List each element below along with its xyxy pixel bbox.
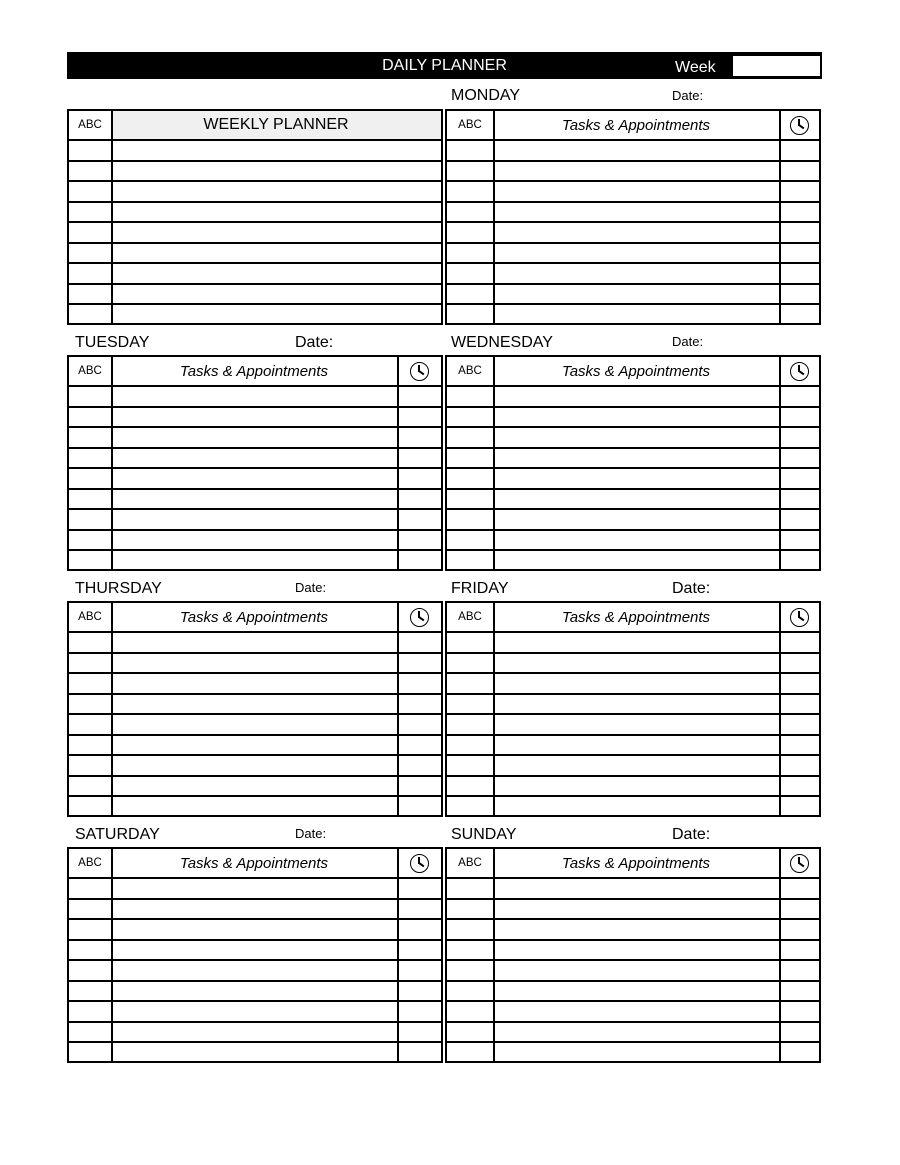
entry-row[interactable] bbox=[447, 490, 819, 511]
column-divider bbox=[397, 603, 399, 815]
weekly-header-row bbox=[69, 111, 441, 141]
column-divider bbox=[111, 357, 113, 569]
time-header bbox=[397, 849, 441, 877]
time-header bbox=[779, 111, 819, 139]
entry-row[interactable] bbox=[69, 162, 441, 183]
weekly-planner-header: WEEKLY PLANNER bbox=[111, 111, 441, 139]
day-label-monday: MONDAY bbox=[451, 87, 521, 104]
entry-row[interactable] bbox=[69, 736, 441, 757]
entry-row[interactable] bbox=[447, 797, 819, 818]
entry-row[interactable] bbox=[69, 264, 441, 285]
abc-header: ABC bbox=[78, 119, 102, 131]
entry-row[interactable] bbox=[447, 244, 819, 265]
abc-header: ABC bbox=[78, 611, 102, 623]
entry-row[interactable] bbox=[447, 264, 819, 285]
entry-row[interactable] bbox=[69, 715, 441, 736]
entry-row[interactable] bbox=[69, 797, 441, 818]
entry-row[interactable] bbox=[447, 285, 819, 306]
entry-row[interactable] bbox=[447, 428, 819, 449]
entry-row[interactable] bbox=[69, 674, 441, 695]
entry-row[interactable] bbox=[447, 387, 819, 408]
column-divider bbox=[111, 111, 113, 323]
abc-header: ABC bbox=[78, 365, 102, 377]
monday-header-row bbox=[447, 111, 819, 141]
day-label-wednesday: WEDNESDAY bbox=[451, 334, 553, 351]
entry-row[interactable] bbox=[69, 285, 441, 306]
abc-header: ABC bbox=[78, 857, 102, 869]
page-title: DAILY PLANNER bbox=[382, 57, 507, 74]
entry-row[interactable] bbox=[447, 449, 819, 470]
column-divider bbox=[779, 111, 781, 323]
entry-row[interactable] bbox=[447, 695, 819, 716]
day-label-saturday: SATURDAY bbox=[75, 826, 160, 843]
clock-icon bbox=[790, 854, 809, 873]
entry-row[interactable] bbox=[69, 900, 441, 921]
entry-row[interactable] bbox=[69, 428, 441, 449]
entry-row[interactable] bbox=[447, 162, 819, 183]
entry-row[interactable] bbox=[447, 203, 819, 224]
entry-row[interactable] bbox=[69, 244, 441, 265]
entry-row[interactable] bbox=[69, 1043, 441, 1064]
date-label-saturday: Date: bbox=[295, 826, 327, 841]
column-divider bbox=[493, 603, 495, 815]
entry-row[interactable] bbox=[447, 1002, 819, 1023]
day-label-friday: FRIDAY bbox=[451, 580, 509, 597]
date-label-wednesday: Date: bbox=[672, 334, 704, 349]
column-divider bbox=[111, 849, 113, 1061]
entry-row[interactable] bbox=[69, 182, 441, 203]
time-header bbox=[779, 849, 819, 877]
abc-header: ABC bbox=[458, 857, 482, 869]
entry-row[interactable] bbox=[69, 777, 441, 798]
entry-row[interactable] bbox=[69, 920, 441, 941]
column-divider bbox=[493, 849, 495, 1061]
entry-row[interactable] bbox=[69, 510, 441, 531]
entry-row[interactable] bbox=[69, 982, 441, 1003]
entry-row[interactable] bbox=[69, 961, 441, 982]
date-label-monday: Date: bbox=[672, 88, 704, 103]
tasks-header: Tasks & Appointments bbox=[179, 854, 329, 872]
column-divider bbox=[779, 849, 781, 1061]
time-header bbox=[397, 357, 441, 385]
entry-row[interactable] bbox=[447, 674, 819, 695]
entry-row[interactable] bbox=[69, 1023, 441, 1044]
column-divider bbox=[779, 357, 781, 569]
entry-row[interactable] bbox=[447, 469, 819, 490]
thursday-grid bbox=[67, 601, 443, 817]
column-divider bbox=[493, 357, 495, 569]
friday-grid bbox=[445, 601, 821, 817]
entry-row[interactable] bbox=[447, 715, 819, 736]
date-label-friday: Date: bbox=[672, 580, 711, 597]
entry-row[interactable] bbox=[69, 756, 441, 777]
entry-row[interactable] bbox=[447, 182, 819, 203]
sunday-header-row bbox=[447, 849, 819, 879]
entry-row[interactable] bbox=[447, 920, 819, 941]
tasks-header: Tasks & Appointments bbox=[561, 608, 711, 626]
entry-row[interactable] bbox=[69, 551, 441, 572]
date-label-sunday: Date: bbox=[672, 826, 711, 843]
column-divider bbox=[493, 111, 495, 323]
entry-row[interactable] bbox=[69, 223, 441, 244]
entry-row[interactable] bbox=[447, 879, 819, 900]
time-header bbox=[397, 603, 441, 631]
monday-grid bbox=[445, 109, 821, 325]
entry-row[interactable] bbox=[69, 941, 441, 962]
tasks-header: Tasks & Appointments bbox=[561, 854, 711, 872]
tuesday-header-row bbox=[69, 357, 441, 387]
saturday-header-row bbox=[69, 849, 441, 879]
entry-row[interactable] bbox=[447, 633, 819, 654]
clock-icon bbox=[790, 116, 809, 135]
clock-icon bbox=[410, 362, 429, 381]
entry-row[interactable] bbox=[447, 141, 819, 162]
entry-row[interactable] bbox=[447, 1023, 819, 1044]
sunday-grid bbox=[445, 847, 821, 1063]
date-label-tuesday: Date: bbox=[295, 334, 334, 351]
entry-row[interactable] bbox=[447, 900, 819, 921]
entry-row[interactable] bbox=[447, 941, 819, 962]
entry-row[interactable] bbox=[69, 695, 441, 716]
clock-icon bbox=[790, 608, 809, 627]
abc-header: ABC bbox=[458, 611, 482, 623]
entry-row[interactable] bbox=[447, 982, 819, 1003]
tuesday-grid bbox=[67, 355, 443, 571]
tasks-header: Tasks & Appointments bbox=[179, 362, 329, 380]
entry-row[interactable] bbox=[447, 510, 819, 531]
clock-icon bbox=[790, 362, 809, 381]
column-divider bbox=[111, 603, 113, 815]
friday-header-row bbox=[447, 603, 819, 633]
date-label-thursday: Date: bbox=[295, 580, 327, 595]
clock-icon bbox=[410, 854, 429, 873]
entry-row[interactable] bbox=[69, 305, 441, 326]
column-divider bbox=[397, 849, 399, 1061]
entry-row[interactable] bbox=[69, 203, 441, 224]
day-label-tuesday: TUESDAY bbox=[75, 334, 150, 351]
header-banner bbox=[67, 52, 822, 79]
week-input[interactable] bbox=[733, 56, 820, 76]
entry-row[interactable] bbox=[447, 408, 819, 429]
column-divider bbox=[779, 603, 781, 815]
time-header bbox=[779, 357, 819, 385]
abc-header: ABC bbox=[458, 365, 482, 377]
entry-row[interactable] bbox=[447, 756, 819, 777]
entry-row[interactable] bbox=[69, 490, 441, 511]
entry-row[interactable] bbox=[447, 531, 819, 552]
entry-row[interactable] bbox=[447, 736, 819, 757]
entry-row[interactable] bbox=[447, 1043, 819, 1064]
wednesday-header-row bbox=[447, 357, 819, 387]
entry-row[interactable] bbox=[69, 449, 441, 470]
entry-row[interactable] bbox=[69, 531, 441, 552]
entry-row[interactable] bbox=[447, 777, 819, 798]
wednesday-grid bbox=[445, 355, 821, 571]
entry-row[interactable] bbox=[447, 551, 819, 572]
thursday-header-row bbox=[69, 603, 441, 633]
clock-icon bbox=[410, 608, 429, 627]
entry-row[interactable] bbox=[69, 633, 441, 654]
entry-row[interactable] bbox=[69, 879, 441, 900]
entry-row[interactable] bbox=[69, 387, 441, 408]
day-label-sunday: SUNDAY bbox=[451, 826, 517, 843]
saturday-grid bbox=[67, 847, 443, 1063]
week-label: Week bbox=[675, 59, 716, 76]
column-divider bbox=[397, 357, 399, 569]
tasks-header: Tasks & Appointments bbox=[561, 362, 711, 380]
entry-row[interactable] bbox=[69, 408, 441, 429]
tasks-header: Tasks & Appointments bbox=[179, 608, 329, 626]
time-header bbox=[779, 603, 819, 631]
entry-row[interactable] bbox=[69, 1002, 441, 1023]
entry-row[interactable] bbox=[447, 305, 819, 326]
entry-row[interactable] bbox=[69, 469, 441, 490]
entry-row[interactable] bbox=[69, 141, 441, 162]
day-label-thursday: THURSDAY bbox=[75, 580, 162, 597]
entry-row[interactable] bbox=[447, 223, 819, 244]
abc-header: ABC bbox=[458, 119, 482, 131]
weekly-planner-grid bbox=[67, 109, 443, 325]
entry-row[interactable] bbox=[447, 654, 819, 675]
entry-row[interactable] bbox=[447, 961, 819, 982]
tasks-header: Tasks & Appointments bbox=[561, 116, 711, 134]
entry-row[interactable] bbox=[69, 654, 441, 675]
